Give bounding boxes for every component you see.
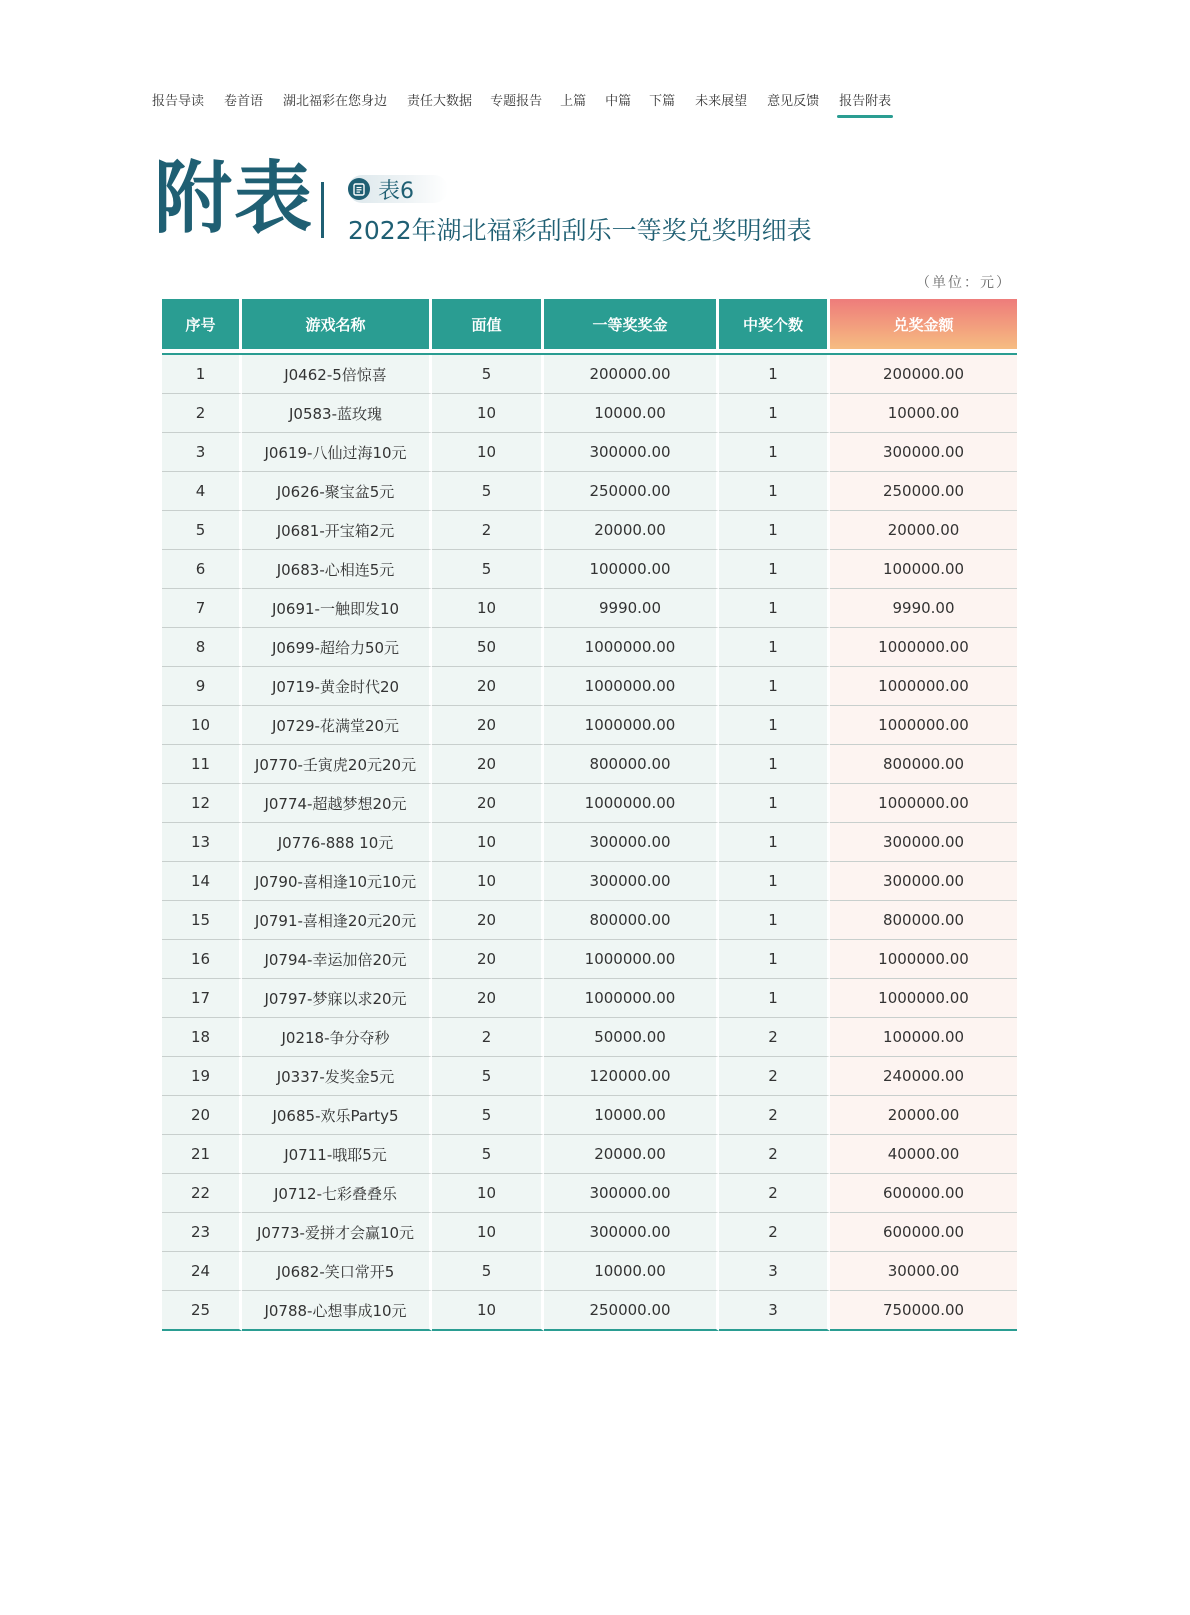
table-row [162,511,1017,550]
cell-winner-count: 1 [719,355,830,394]
cell-winner-count: 1 [719,745,830,784]
cell-first-prize: 9990.00 [544,589,719,628]
cell-game-name: J0770-壬寅虎20元20元 [242,745,432,784]
cell-face-value: 50 [432,628,544,667]
table-row [162,1174,1017,1213]
cell-index: 1 [162,355,242,394]
table-row [162,472,1017,511]
table-row [162,823,1017,862]
table-number: 表6 [378,178,414,204]
table-row [162,784,1017,823]
cell-first-prize: 300000.00 [544,862,719,901]
nav-item-report-guide[interactable]: 报告导读 [152,94,205,109]
cell-payout-amount: 600000.00 [830,1174,1017,1213]
table-row [162,745,1017,784]
cell-face-value: 10 [432,589,544,628]
table-row [162,706,1017,745]
cell-first-prize: 10000.00 [544,394,719,433]
cell-first-prize: 1000000.00 [544,706,719,745]
cell-first-prize: 800000.00 [544,901,719,940]
nav-item-part-one[interactable]: 上篇 [560,94,587,109]
cell-game-name: J0682-笑口常开5 [242,1252,432,1291]
cell-face-value: 5 [432,1252,544,1291]
cell-payout-amount: 240000.00 [830,1057,1017,1096]
document-icon [348,178,370,200]
cell-face-value: 5 [432,1135,544,1174]
cell-index: 16 [162,940,242,979]
nav-item-part-two[interactable]: 中篇 [605,94,632,109]
cell-winner-count: 1 [719,628,830,667]
page-title: 附表 [154,154,315,244]
cell-face-value: 20 [432,784,544,823]
cell-game-name: J0774-超越梦想20元 [242,784,432,823]
cell-payout-amount: 300000.00 [830,433,1017,472]
column-header-first-prize: 一等奖奖金 [544,299,719,349]
cell-winner-count: 1 [719,589,830,628]
cell-first-prize: 250000.00 [544,472,719,511]
cell-index: 12 [162,784,242,823]
unit-note: （单位：元） [916,275,1012,291]
cell-face-value: 10 [432,433,544,472]
cell-first-prize: 1000000.00 [544,667,719,706]
table-row [162,1252,1017,1291]
cell-index: 15 [162,901,242,940]
table-row [162,394,1017,433]
cell-index: 11 [162,745,242,784]
cell-payout-amount: 9990.00 [830,589,1017,628]
nav-item-special-report[interactable]: 专题报告 [490,94,543,109]
cell-index: 21 [162,1135,242,1174]
nav-item-part-three[interactable]: 下篇 [649,94,676,109]
cell-winner-count: 1 [719,433,830,472]
nav-item-outlook[interactable]: 未来展望 [695,94,748,109]
table-row [162,433,1017,472]
table-row [162,979,1017,1018]
cell-winner-count: 1 [719,472,830,511]
column-header-game-name: 游戏名称 [242,299,432,349]
cell-game-name: J0681-开宝箱2元 [242,511,432,550]
cell-first-prize: 250000.00 [544,1291,719,1331]
cell-first-prize: 10000.00 [544,1096,719,1135]
cell-winner-count: 1 [719,862,830,901]
cell-index: 6 [162,550,242,589]
cell-face-value: 5 [432,355,544,394]
nav-item-appendix[interactable]: 报告附表 [839,90,891,109]
table-row [162,1057,1017,1096]
cell-winner-count: 1 [719,511,830,550]
cell-game-name: J0683-心相连5元 [242,550,432,589]
cell-winner-count: 2 [719,1213,830,1252]
table-row [162,667,1017,706]
nav-item-feedback[interactable]: 意见反馈 [767,94,820,109]
cell-winner-count: 1 [719,706,830,745]
cell-winner-count: 3 [719,1252,830,1291]
cell-payout-amount: 30000.00 [830,1252,1017,1291]
cell-game-name: J0619-八仙过海10元 [242,433,432,472]
cell-payout-amount: 20000.00 [830,1096,1017,1135]
nav-item-preface[interactable]: 卷首语 [224,94,264,109]
cell-game-name: J0794-幸运加倍20元 [242,940,432,979]
cell-payout-amount: 300000.00 [830,862,1017,901]
cell-game-name: J0791-喜相逢20元20元 [242,901,432,940]
nav-item-responsibility-data[interactable]: 责任大数据 [407,94,473,109]
cell-first-prize: 300000.00 [544,1174,719,1213]
cell-winner-count: 2 [719,1135,830,1174]
cell-face-value: 10 [432,1174,544,1213]
cell-first-prize: 300000.00 [544,823,719,862]
cell-payout-amount: 200000.00 [830,355,1017,394]
cell-index: 19 [162,1057,242,1096]
cell-winner-count: 2 [719,1057,830,1096]
prize-table [162,299,1017,1331]
table-subtitle: 2022年湖北福彩刮刮乐一等奖兑奖明细表 [348,216,812,245]
cell-index: 8 [162,628,242,667]
cell-payout-amount: 1000000.00 [830,628,1017,667]
cell-index: 18 [162,1018,242,1057]
cell-first-prize: 300000.00 [544,1213,719,1252]
cell-game-name: J0719-黄金时代20 [242,667,432,706]
cell-face-value: 5 [432,1096,544,1135]
cell-first-prize: 20000.00 [544,511,719,550]
cell-index: 25 [162,1291,242,1331]
table-row [162,862,1017,901]
cell-face-value: 10 [432,1291,544,1331]
table-row [162,1291,1017,1331]
column-header-winner-count: 中奖个数 [719,299,830,349]
cell-index: 10 [162,706,242,745]
table-row [162,940,1017,979]
cell-payout-amount: 600000.00 [830,1213,1017,1252]
cell-index: 3 [162,433,242,472]
cell-index: 7 [162,589,242,628]
cell-index: 2 [162,394,242,433]
cell-payout-amount: 300000.00 [830,823,1017,862]
cell-game-name: J0788-心想事成10元 [242,1291,432,1331]
cell-face-value: 2 [432,511,544,550]
cell-game-name: J0685-欢乐Party5 [242,1096,432,1135]
cell-first-prize: 200000.00 [544,355,719,394]
cell-winner-count: 1 [719,940,830,979]
nav-item-hubei-welfare[interactable]: 湖北福彩在您身边 [283,94,388,109]
cell-winner-count: 2 [719,1018,830,1057]
cell-payout-amount: 1000000.00 [830,706,1017,745]
cell-face-value: 5 [432,472,544,511]
cell-game-name: J0626-聚宝盆5元 [242,472,432,511]
table-body [162,355,1017,1331]
cell-winner-count: 1 [719,667,830,706]
cell-payout-amount: 10000.00 [830,394,1017,433]
table-row [162,1135,1017,1174]
cell-index: 9 [162,667,242,706]
cell-index: 14 [162,862,242,901]
cell-first-prize: 1000000.00 [544,628,719,667]
cell-index: 24 [162,1252,242,1291]
column-header-index: 序号 [162,299,242,349]
cell-payout-amount: 1000000.00 [830,940,1017,979]
table-row [162,1018,1017,1057]
cell-face-value: 5 [432,1057,544,1096]
table-row [162,355,1017,394]
cell-winner-count: 2 [719,1096,830,1135]
cell-first-prize: 10000.00 [544,1252,719,1291]
cell-first-prize: 1000000.00 [544,979,719,1018]
cell-payout-amount: 800000.00 [830,745,1017,784]
cell-index: 5 [162,511,242,550]
cell-index: 17 [162,979,242,1018]
cell-first-prize: 300000.00 [544,433,719,472]
cell-game-name: J0776-888 10元 [242,823,432,862]
prize-table-container [162,299,1017,1331]
cell-face-value: 20 [432,745,544,784]
column-header-payout-amount: 兑奖金额 [830,299,1017,349]
cell-payout-amount: 250000.00 [830,472,1017,511]
table-header-row [162,299,1017,349]
cell-face-value: 20 [432,706,544,745]
cell-winner-count: 3 [719,1291,830,1331]
title-divider [321,182,324,238]
cell-index: 13 [162,823,242,862]
cell-winner-count: 1 [719,394,830,433]
cell-game-name: J0773-爱拼才会赢10元 [242,1213,432,1252]
table-row [162,901,1017,940]
table-row [162,628,1017,667]
cell-payout-amount: 750000.00 [830,1291,1017,1331]
cell-first-prize: 800000.00 [544,745,719,784]
cell-face-value: 20 [432,901,544,940]
cell-face-value: 5 [432,550,544,589]
cell-game-name: J0583-蓝玫瑰 [242,394,432,433]
cell-winner-count: 1 [719,550,830,589]
cell-winner-count: 1 [719,823,830,862]
cell-payout-amount: 800000.00 [830,901,1017,940]
top-nav [152,90,891,109]
cell-winner-count: 1 [719,979,830,1018]
cell-game-name: J0337-发奖金5元 [242,1057,432,1096]
cell-first-prize: 50000.00 [544,1018,719,1057]
cell-face-value: 20 [432,940,544,979]
cell-game-name: J0218-争分夺秒 [242,1018,432,1057]
cell-face-value: 20 [432,979,544,1018]
cell-game-name: J0711-哦耶5元 [242,1135,432,1174]
cell-first-prize: 120000.00 [544,1057,719,1096]
cell-first-prize: 1000000.00 [544,940,719,979]
cell-game-name: J0462-5倍惊喜 [242,355,432,394]
cell-game-name: J0797-梦寐以求20元 [242,979,432,1018]
cell-game-name: J0790-喜相逢10元10元 [242,862,432,901]
cell-first-prize: 100000.00 [544,550,719,589]
cell-face-value: 10 [432,823,544,862]
cell-face-value: 2 [432,1018,544,1057]
cell-game-name: J0691-一触即发10 [242,589,432,628]
column-header-face-value: 面值 [432,299,544,349]
cell-index: 4 [162,472,242,511]
cell-payout-amount: 1000000.00 [830,667,1017,706]
cell-payout-amount: 100000.00 [830,550,1017,589]
cell-game-name: J0729-花满堂20元 [242,706,432,745]
cell-payout-amount: 1000000.00 [830,979,1017,1018]
cell-winner-count: 2 [719,1174,830,1213]
cell-payout-amount: 40000.00 [830,1135,1017,1174]
cell-face-value: 10 [432,862,544,901]
cell-face-value: 20 [432,667,544,706]
cell-winner-count: 1 [719,784,830,823]
cell-winner-count: 1 [719,901,830,940]
cell-face-value: 10 [432,394,544,433]
cell-payout-amount: 100000.00 [830,1018,1017,1057]
cell-index: 23 [162,1213,242,1252]
cell-first-prize: 1000000.00 [544,784,719,823]
cell-index: 20 [162,1096,242,1135]
cell-first-prize: 20000.00 [544,1135,719,1174]
table-row [162,550,1017,589]
table-row [162,589,1017,628]
cell-payout-amount: 1000000.00 [830,784,1017,823]
table-row [162,1213,1017,1252]
table-row [162,1096,1017,1135]
cell-index: 22 [162,1174,242,1213]
cell-game-name: J0699-超给力50元 [242,628,432,667]
table-tag [348,175,448,203]
cell-game-name: J0712-七彩叠叠乐 [242,1174,432,1213]
cell-payout-amount: 20000.00 [830,511,1017,550]
cell-face-value: 10 [432,1213,544,1252]
